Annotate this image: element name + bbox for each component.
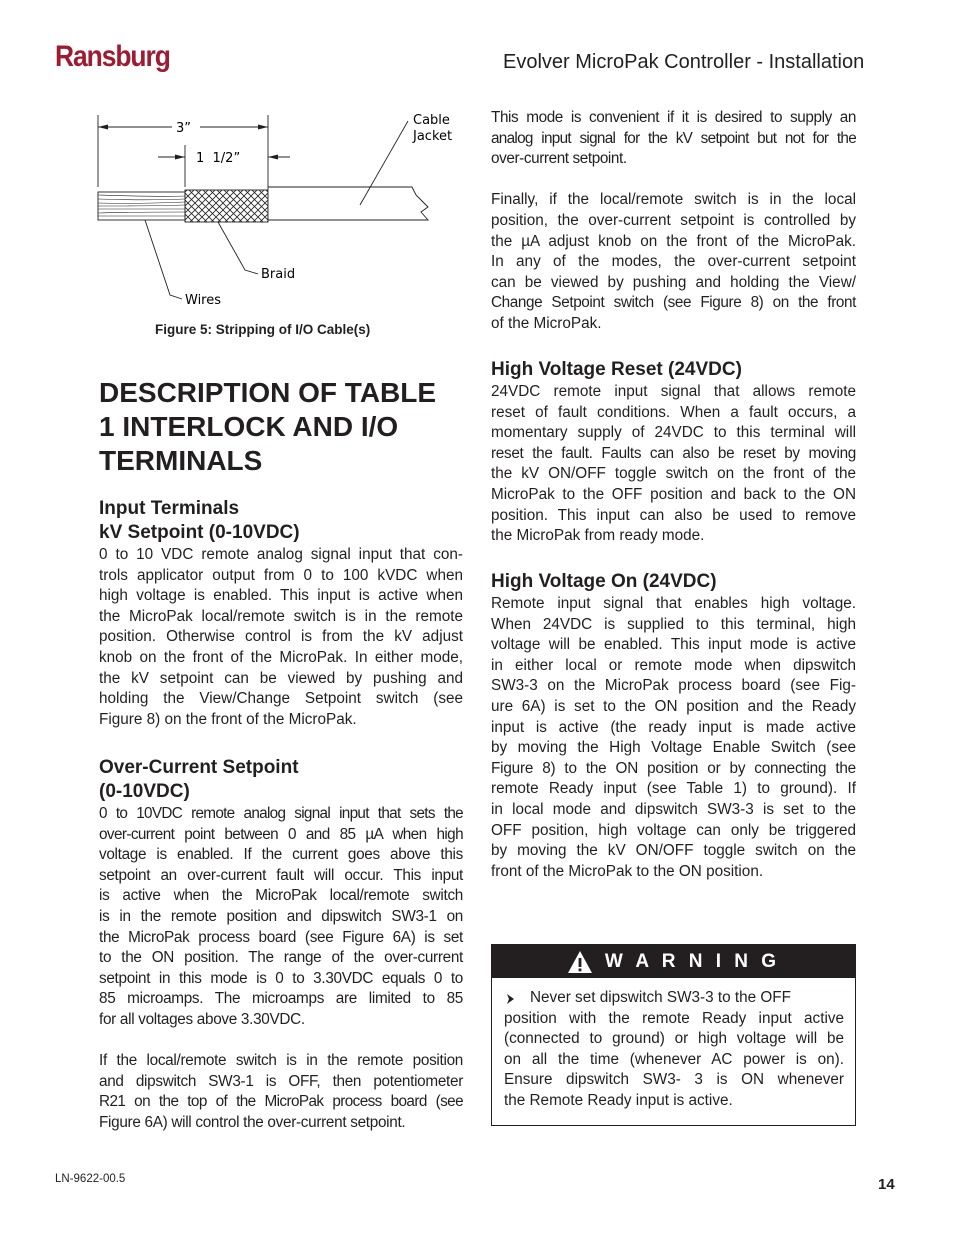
warning-box — [491, 944, 856, 1126]
input-terminals-section — [99, 497, 463, 730]
warning-triangle-icon — [567, 950, 593, 974]
page-header-title: Evolver MicroPak Controller - Installation — [503, 51, 865, 73]
label-jacket: Jacket — [413, 129, 453, 144]
left-column — [99, 376, 463, 478]
document-number: LN-9622-00.5 — [55, 1173, 126, 1185]
overcurrent-section — [99, 756, 463, 1134]
hv-reset-section — [491, 358, 856, 547]
dim-1half-label: 1 1/2” — [196, 151, 241, 166]
warning-header — [492, 945, 855, 978]
page-number: 14 — [878, 1176, 895, 1193]
right-column-intro — [491, 108, 856, 335]
brand-logo: Ransburg — [55, 40, 170, 73]
label-braid: Braid — [261, 267, 296, 282]
mode-convenient-paragraph: This mode is convenient if it is desired to supply an analog input signal for the kV setpoint but not for the over-current setpoint. — [491, 109, 856, 168]
kv-setpoint-paragraph: 0 to 10 VDC remote analog signal input that con- trols applicator output from 0 to 100 kVDC when high voltage is enabled. This input is active when the MicroPak local/remote switch is in the remote position. Otherwise control is from the kV adjust knob on the front of the MicroPak. In either mode, the kV setpoint can be viewed by pushing and holding the View/Change Setpoint switch (see Figure 8) on the front of the MicroPak. — [99, 546, 463, 728]
arrowhead-bullet-icon — [506, 993, 516, 1005]
warning-text: Never set dipswitch SW3-3 to the OFF position with the remote Ready input active (connected to ground) or high voltage will be on all the time (whenever AC power is on). Ensure dipswitch SW3- 3 is ON whenever the Remote Ready input is active. — [504, 989, 844, 1109]
dim-3in-label: 3” — [176, 121, 192, 136]
hv-on-paragraph: Remote input signal that enables high voltage. When 24VDC is supplied to this terminal, high voltage will be enabled. This input mode is active in either local or remote mode when dipswitch SW3-3 on the MicroPak process board (see Fig- ure 6A) is set to the ON position and the Ready input is active (the ready input is made active by moving the High Voltage Enable Switch (see Figure 8) to the ON position or by connecting the remote Ready input (see Table 1) to ground). If in local mode and dipswitch SW3-3 is set to the OFF position, high voltage can only be triggered by moving the kV ON/OFF toggle switch on the front of the MicroPak to the ON position. — [491, 595, 856, 880]
hv-reset-paragraph: 24VDC remote input signal that allows remote reset of fault conditions. When a fault occurs, a momentary supply of 24VDC to this terminal will reset the fault. Faults can also be reset by moving the kV ON/OFF toggle switch on the front of the MicroPak to the OFF position and back to the ON position. This input can also be used to remove the MicroPak from ready mode. — [491, 383, 856, 545]
hv-on-section — [491, 570, 856, 882]
hv-on-heading: High Voltage On (24VDC) — [491, 571, 717, 592]
label-wires: Wires — [185, 293, 222, 308]
figure-caption: Figure 5: Stripping of I/O Cable(s) — [155, 322, 371, 337]
section-title: DESCRIPTION OF TABLE 1 INTERLOCK AND I/O TERMINALS — [99, 377, 437, 476]
input-terminals-heading: Input Terminals — [99, 498, 240, 519]
kv-setpoint-heading: kV Setpoint (0-10VDC) — [99, 522, 300, 543]
hv-reset-heading: High Voltage Reset (24VDC) — [491, 359, 742, 380]
overcurrent-paragraph-2: If the local/remote switch is in the remote position and dipswitch SW3-1 is OFF, then potentiometer R21 on the top of the MicroPak process board (see Figure 6A) will control the over-current setpoint. — [99, 1052, 463, 1131]
overcurrent-heading: Over-Current Setpoint (0-10VDC) — [99, 757, 299, 802]
overcurrent-paragraph: 0 to 10VDC remote analog signal input that sets the over-current point between 0 and 85 µA when high voltage is enabled. If the current goes above this setpoint an over-current fault will occur. This input is active when the MicroPak local/remote switch is in the remote position and dipswitch SW3-1 on the MicroPak process board (see Figure 6A) is set to the ON position. The range of the over-current setpoint in this mode is 0 to 3.30VDC equals 0 to 85 microamps. The microamps are limited to 85 for all voltages above 3.30VDC. — [99, 805, 463, 1028]
local-mode-paragraph: Finally, if the local/remote switch is in the local position, the over-current setpoint is controlled by the µA adjust knob on the front of the MicroPak. In any of the modes, the over-current setpoint can be viewed by pushing and holding the View/ Change Setpoint switch (see Figure 8) on the front of the MicroPak. — [491, 191, 856, 332]
warning-title: W A R N I N G — [604, 950, 781, 972]
cable-stripping-diagram — [90, 105, 475, 315]
label-cable: Cable — [413, 113, 450, 128]
